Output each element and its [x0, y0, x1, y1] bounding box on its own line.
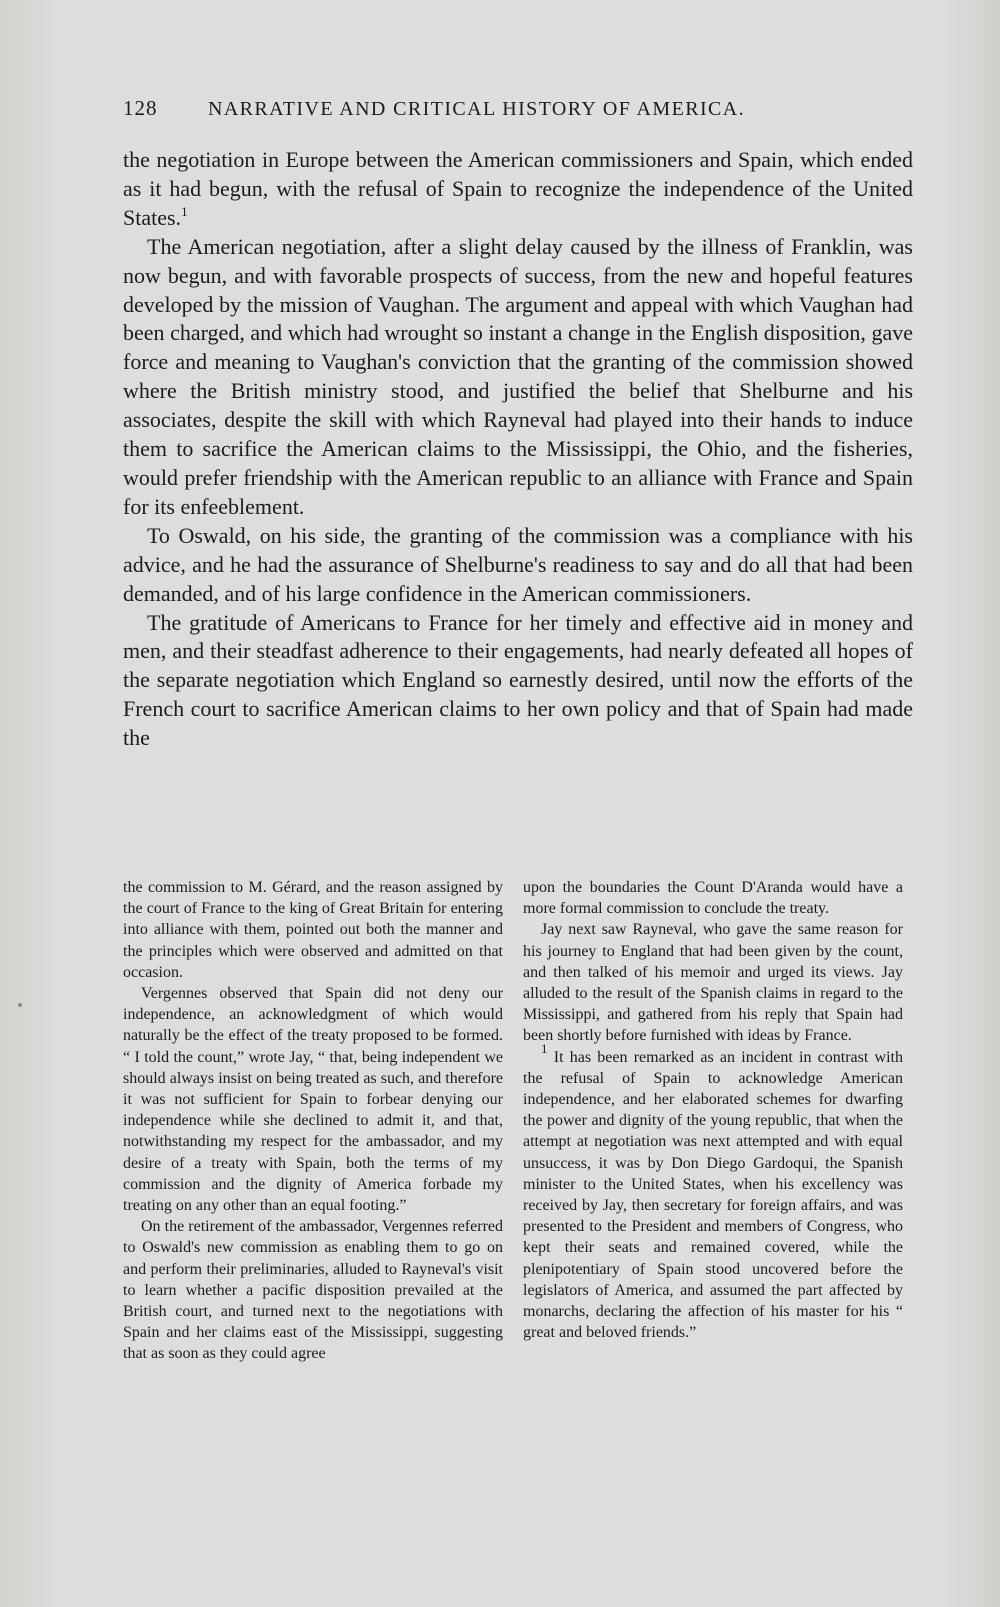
- paper-speck: [18, 1003, 22, 1007]
- paragraph-1-text: the negotiation in Europe between the American commissioners and Spain, which ended as it had begun, with the refusal of Spain to recognize the independence of the United States.: [123, 147, 913, 230]
- footnote-reference: 1: [181, 203, 188, 219]
- footnote-paragraph: Jay next saw Rayneval, who gave the same reason for his journey to England that had been given by the count, and then talked of his memoir and urged its views. Jay alluded to the result of the Spanish claims in regard to the Mississippi, and gathered from his reply that Spain had been shortly before furnished with ideas by France.: [523, 921, 903, 1045]
- footnote-1-text: It has been remarked as an incident in contrast with the refusal of Spain to acknowledge American independence, and her elaborated schemes for dwarfing the power and dignity of the young republic, that when the attempt at negotiation was next attempted and with equal unsuccess, it was by Don Diego Gardoqui, the Spanish minister to the United States, when his excellency was received by Jay, then secretary for foreign affairs, and was presented to the President and members of Congress, who kept their seats and remained covered, while the plenipotentiary of Spain stood uncovered before the legislators of America, and assumed the part affected by monarchs, declaring the affection of his master for his “ great and beloved friends.”: [523, 1048, 904, 1342]
- footnote-1: [523, 1040, 904, 1344]
- footnote-paragraph: On the retirement of the ambassador, Vergennes referred to Oswald's new commission as enabling them to go on and perform their preliminaries, alluded to Rayneval's visit to learn whether a pacific disposition prevailed at the British court, and turned next to the negotiations with Spain and her claims east of the Mississippi, suggesting that as soon as they could agree: [123, 1218, 503, 1363]
- paragraph-3: To Oswald, on his side, the granting of the commission was a compliance with his advice, and he had the assurance of Shelburne's readiness to say and do all that had been demanded, and of his large confidence in the American commissioners.: [123, 522, 913, 606]
- footnote-paragraph: Vergennes observed that Spain did not deny our independence, an acknowledgment of which would naturally be the effect of the treaty proposed to be formed. “ I told the count,” wrote Jay, “ that, being independent we should always insist on being treated as such, and therefore it was not sufficient for Spain to forbear denying our independence while she declined to admit it, and that, notwithstanding my respect for the ambassador, and my desire of a treaty with Spain, both the terms of my commission and the dignity of America forbade my treating on any other than an equal footing.”: [123, 985, 503, 1215]
- page-number: 128: [123, 96, 158, 120]
- running-title: NARRATIVE AND CRITICAL HISTORY OF AMERICA.: [208, 98, 745, 120]
- paragraph-1: [123, 146, 913, 233]
- paragraph-4: The gratitude of Americans to France for her timely and effective aid in money and men, and their steadfast adherence to their engagements, had nearly defeated all hopes of the separate negotiation which England so earnestly desired, until now the efforts of the French court to sacrifice American claims to her own policy and that of Spain had made the: [123, 609, 913, 751]
- page-header: [123, 96, 823, 126]
- footnote-continuation: upon the boundaries the Count D'Aranda would have a more formal commission to conclude the treaty.: [523, 879, 903, 918]
- footnote-1-marker: 1: [541, 1040, 548, 1056]
- footnote-continuation: the commission to M. Gérard, and the reason assigned by the court of France to the king of Great Britain for entering into alliance with them, pointed out both the manner and the principles which were observed and admitted on that occasion.: [123, 879, 503, 981]
- main-text: [123, 146, 913, 753]
- footnotes-right-column: [523, 877, 903, 1343]
- footnotes-left-column: [123, 877, 503, 1365]
- paragraph-2: The American negotiation, after a slight delay caused by the illness of Franklin, was now begun, and with favorable prospects of success, from the new and hopeful features developed by the mission of Vaughan. The argument and appeal with which Vaughan had been charged, and which had wrought so instant a change in the English disposition, gave force and meaning to Vaughan's conviction that the granting of the commission showed where the British ministry stood, and justified the belief that Shelburne and his associates, despite the skill with which Rayneval had played into their hands to induce them to sacrifice the American claims to the Mississippi, the Ohio, and the fisheries, would prefer friendship with the American republic to an alliance with France and Spain for its enfeeblement.: [123, 233, 913, 519]
